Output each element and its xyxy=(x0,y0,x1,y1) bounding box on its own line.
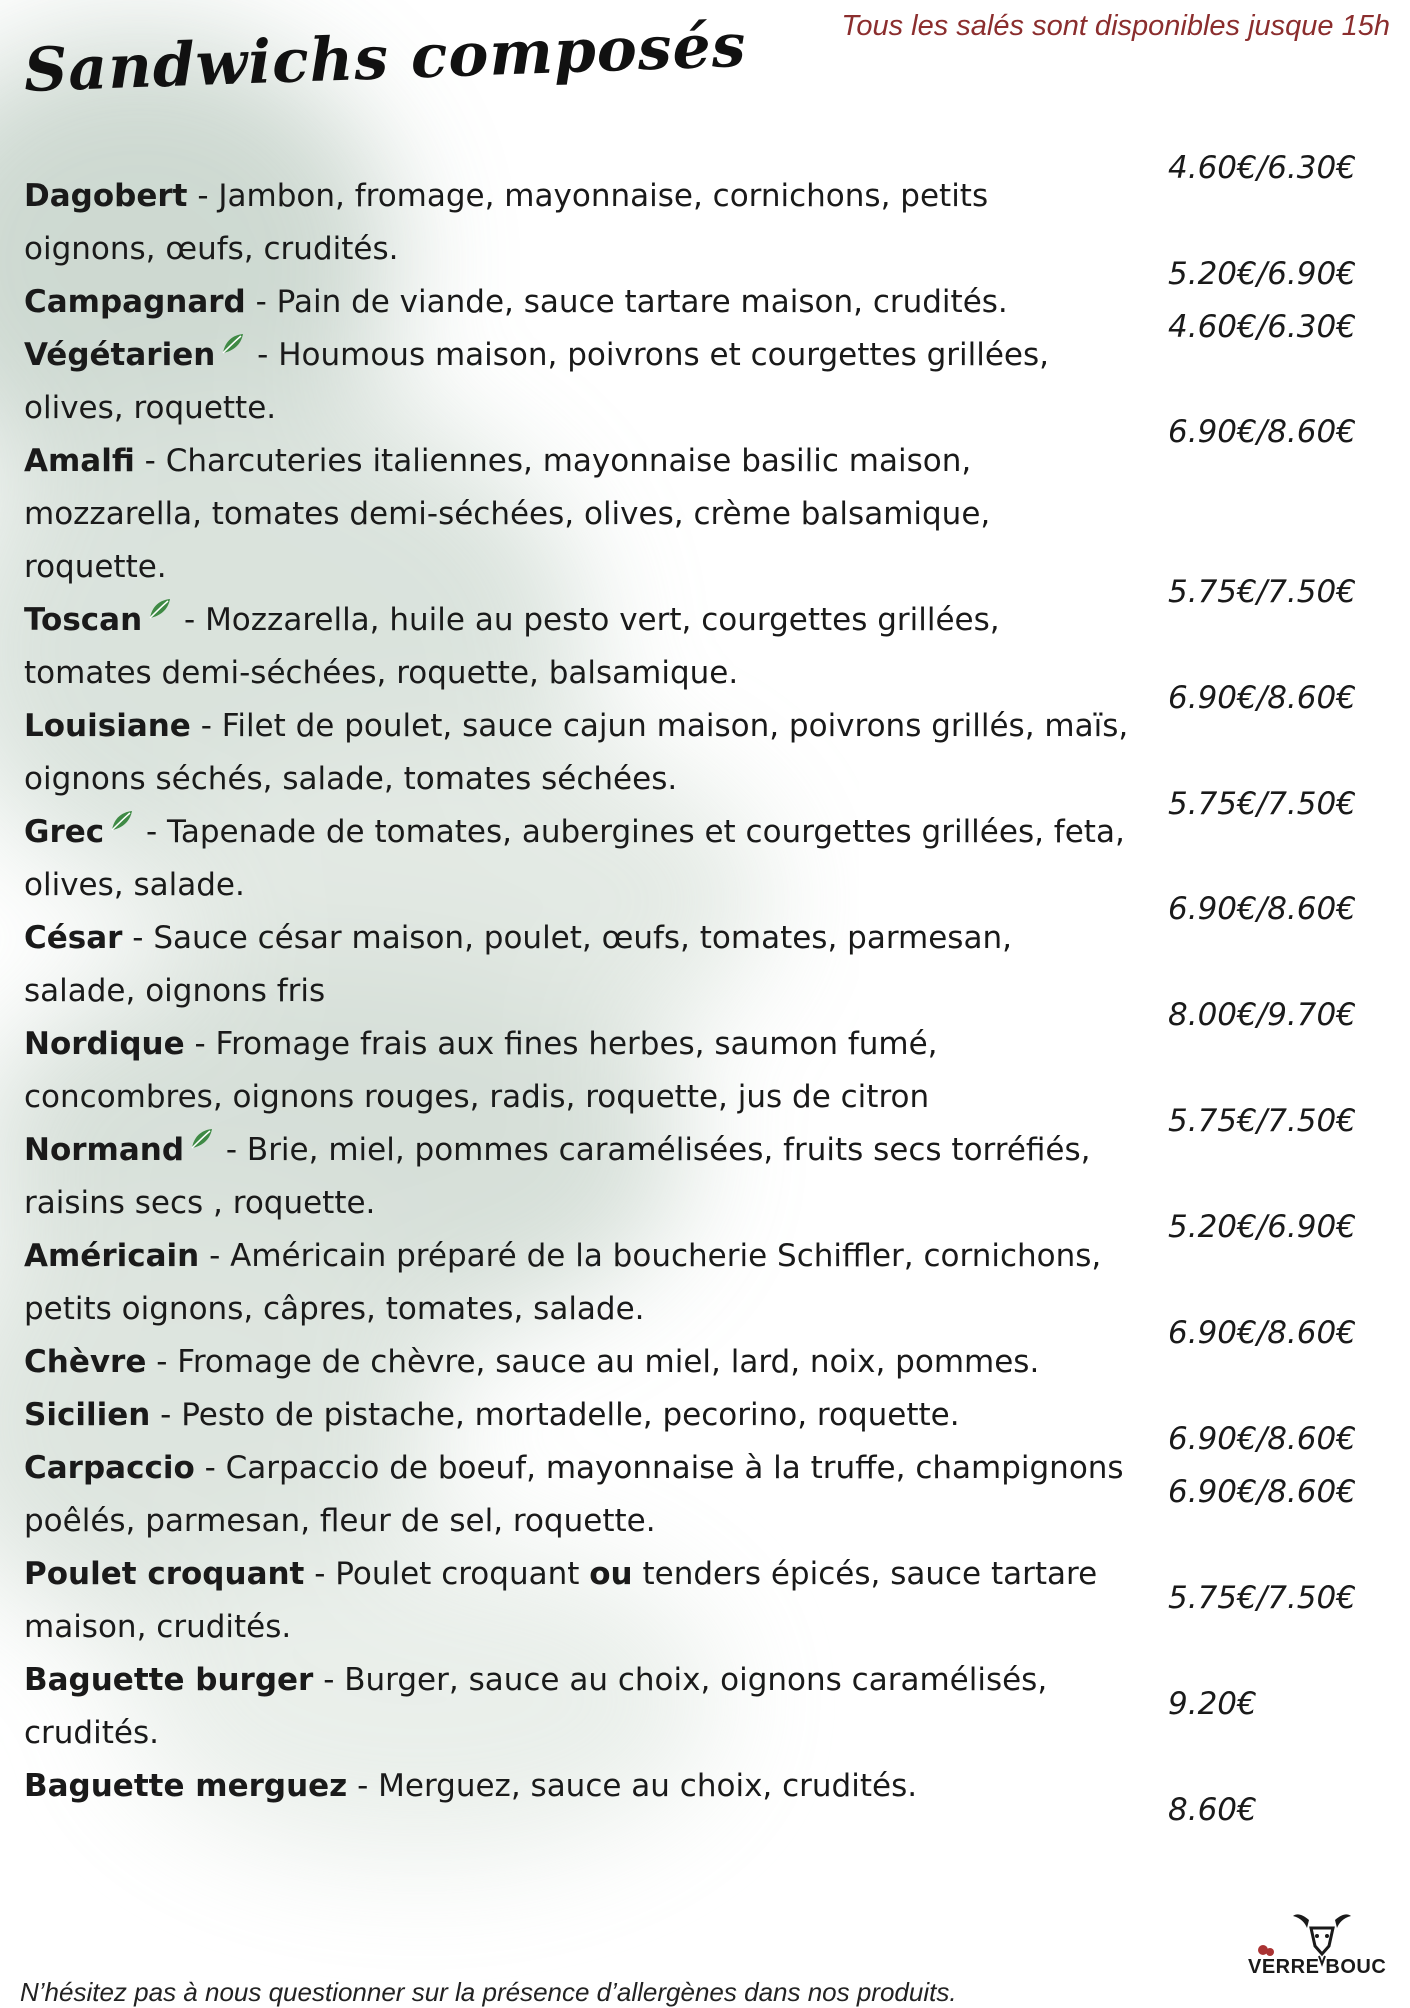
allergen-note: N’hésitez pas à nous questionner sur la présence d’allergènes dans nos produits. xyxy=(20,1977,957,2007)
menu-item: Toscan - Mozzarella, huile au pesto vert, courgettes grillées, tomates demi-séchées, roquette, balsamique. xyxy=(24,594,1129,700)
item-name: César xyxy=(24,920,123,956)
item-name: Louisiane xyxy=(24,708,191,744)
item-description: Merguez, sauce au choix, crudités. xyxy=(378,1768,918,1804)
item-description: Américain préparé de la boucherie Schiffler, cornichons, petits oignons, câpres, tomates, salade. xyxy=(24,1238,1102,1327)
brand-name: VERRE BOUC xyxy=(1248,1956,1387,1978)
item-price: 5.75€/7.50€ xyxy=(1168,786,1356,822)
item-name: Américain xyxy=(24,1238,200,1274)
item-price: 6.90€/8.60€ xyxy=(1168,1315,1356,1351)
item-description: Burger, sauce au choix, oignons caramélisés, crudités. xyxy=(24,1662,1048,1751)
menu-item: Poulet croquant - Poulet croquant ou tenders épicés, sauce tartare maison, crudités. xyxy=(24,1556,1098,1645)
item-name: Poulet croquant xyxy=(24,1556,305,1592)
item-price: 8.00€/9.70€ xyxy=(1168,997,1356,1033)
item-name: Normand xyxy=(24,1132,185,1168)
sandwich-list xyxy=(24,170,1129,1813)
item-name: Chèvre xyxy=(24,1344,147,1380)
menu-item: Grec - Tapenade de tomates, aubergines et courgettes grillées, feta, olives, salade. xyxy=(24,806,1129,912)
item-name: Végétarien xyxy=(24,337,216,373)
item-description: Jambon, fromage, mayonnaise, cornichons, petits oignons, œufs, crudités. xyxy=(24,178,989,267)
item-name: Dagobert xyxy=(24,178,188,214)
item-price: 5.75€/7.50€ xyxy=(1168,1103,1356,1139)
item-description: Charcuteries italiennes, mayonnaise basilic maison, mozzarella, tomates demi-séchées, olives, crème balsamique, roquette. xyxy=(24,443,991,585)
item-name: Nordique xyxy=(24,1026,185,1062)
menu-item: Dagobert - Jambon, fromage, mayonnaise, cornichons, petits oignons, œufs, crudités. xyxy=(24,178,989,267)
item-name: Sicilien xyxy=(24,1397,151,1433)
menu-item: Amalfi - Charcuteries italiennes, mayonnaise basilic maison, mozzarella, tomates demi-séchées, olives, crème balsamique, roquette. xyxy=(24,443,991,585)
item-name: Carpaccio xyxy=(24,1450,195,1486)
menu-item: Louisiane - Filet de poulet, sauce cajun maison, poivrons grillés, maïs, oignons séchés, salade, tomates séchées. xyxy=(24,708,1129,797)
availability-notice: Tous les salés sont disponibles jusque 15h xyxy=(841,10,1390,42)
item-description: Tapenade de tomates, aubergines et courgettes grillées, feta, olives, salade. xyxy=(24,814,1125,903)
menu-item: Campagnard - Pain de viande, sauce tartare maison, crudités. xyxy=(24,284,1008,320)
item-price: 4.60€/6.30€ xyxy=(1168,150,1356,186)
page-title: Sandwichs composés xyxy=(22,10,748,106)
item-description: Carpaccio de boeuf, mayonnaise à la truffe, champignons poêlés, parmesan, fleur de sel, roquette. xyxy=(24,1450,1124,1539)
item-price: 5.20€/6.90€ xyxy=(1168,1209,1356,1245)
item-price: 6.90€/8.60€ xyxy=(1168,1421,1356,1457)
vegetarian-leaf-icon xyxy=(219,331,245,355)
vegetarian-leaf-icon xyxy=(188,1126,214,1150)
item-description: Pain de viande, sauce tartare maison, crudités. xyxy=(276,284,1008,320)
item-price: 5.75€/7.50€ xyxy=(1168,1580,1356,1616)
item-description: Fromage de chèvre, sauce au miel, lard, noix, pommes. xyxy=(177,1344,1040,1380)
menu-item: Chèvre - Fromage de chèvre, sauce au miel, lard, noix, pommes. xyxy=(24,1344,1040,1380)
item-price: 5.20€/6.90€ xyxy=(1168,256,1356,292)
menu-item: Baguette merguez - Merguez, sauce au choix, crudités. xyxy=(24,1768,918,1804)
item-price: 5.75€/7.50€ xyxy=(1168,574,1356,610)
item-name: Grec xyxy=(24,814,105,850)
menu-item: Carpaccio - Carpaccio de boeuf, mayonnaise à la truffe, champignons poêlés, parmesan, fleur de sel, roquette. xyxy=(24,1450,1124,1539)
item-name: Toscan xyxy=(24,602,143,638)
item-name: Baguette burger xyxy=(24,1662,314,1698)
price-column xyxy=(1168,0,1398,2000)
item-description: Filet de poulet, sauce cajun maison, poivrons grillés, maïs, oignons séchés, salade, tomates séchées. xyxy=(24,708,1129,797)
item-description-emphasis: ou xyxy=(589,1556,633,1592)
item-price: 8.60€ xyxy=(1168,1792,1257,1828)
menu-item: Sicilien - Pesto de pistache, mortadelle, pecorino, roquette. xyxy=(24,1397,960,1433)
item-description: Brie, miel, pommes caramélisées, fruits secs torréfiés, raisins secs , roquette. xyxy=(24,1132,1091,1221)
menu-item: Végétarien - Houmous maison, poivrons et courgettes grillées, olives, roquette. xyxy=(24,329,1129,435)
item-price: 4.60€/6.30€ xyxy=(1168,309,1356,345)
item-description: Mozzarella, huile au pesto vert, courgettes grillées, tomates demi-séchées, roquette, balsamique. xyxy=(24,602,1000,691)
item-price: 6.90€/8.60€ xyxy=(1168,414,1356,450)
item-price: 6.90€/8.60€ xyxy=(1168,891,1356,927)
vegetarian-leaf-icon xyxy=(146,596,172,620)
item-description: Houmous maison, poivrons et courgettes grillées, olives, roquette. xyxy=(24,337,1049,426)
menu-item: César - Sauce césar maison, poulet, œufs, tomates, parmesan, salade, oignons fris xyxy=(24,920,1012,1009)
item-description: tenders épicés, sauce tartare maison, crudités. xyxy=(24,1556,1098,1645)
menu-item: Baguette burger - Burger, sauce au choix, oignons caramélisés, crudités. xyxy=(24,1662,1048,1751)
vegetarian-leaf-icon xyxy=(108,808,134,832)
menu-item: Américain - Américain préparé de la boucherie Schiffler, cornichons, petits oignons, câpres, tomates, salade. xyxy=(24,1238,1102,1327)
menu-item: Normand - Brie, miel, pommes caramélisées, fruits secs torréfiés, raisins secs , roquette. xyxy=(24,1124,1129,1230)
item-name: Amalfi xyxy=(24,443,135,479)
item-name: Campagnard xyxy=(24,284,246,320)
item-description: Pesto de pistache, mortadelle, pecorino, roquette. xyxy=(181,1397,960,1433)
item-description: Sauce césar maison, poulet, œufs, tomates, parmesan, salade, oignons fris xyxy=(24,920,1012,1009)
menu-item: Nordique - Fromage frais aux fines herbes, saumon fumé, concombres, oignons rouges, radis, roquette, jus de citron xyxy=(24,1026,938,1115)
item-price: 6.90€/8.60€ xyxy=(1168,1474,1356,1510)
item-description: Poulet croquant xyxy=(335,1556,590,1592)
item-price: 9.20€ xyxy=(1168,1686,1257,1722)
item-name: Baguette merguez xyxy=(24,1768,348,1804)
item-price: 6.90€/8.60€ xyxy=(1168,680,1356,716)
item-description: Fromage frais aux fines herbes, saumon fumé, concombres, oignons rouges, radis, roquette, jus de citron xyxy=(24,1026,938,1115)
